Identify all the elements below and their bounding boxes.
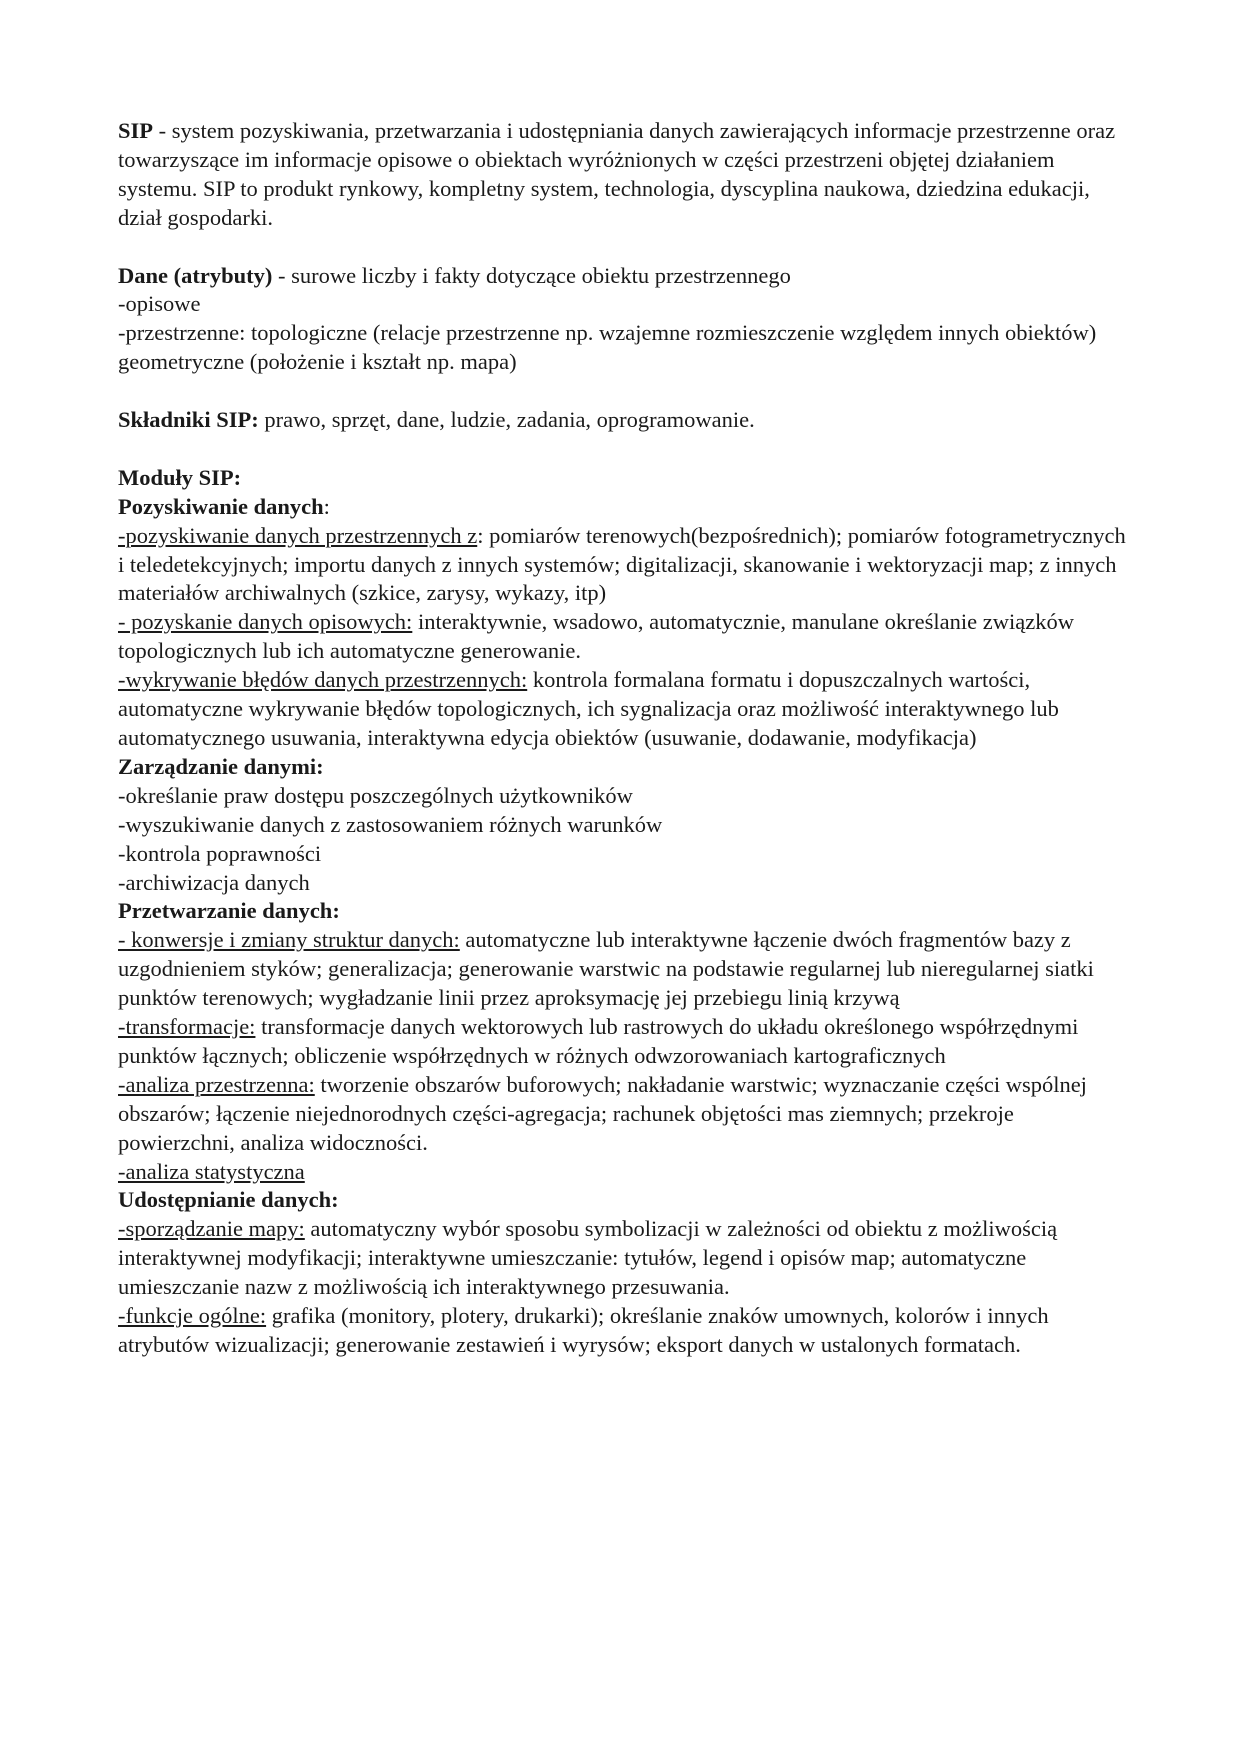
- przetwarzanie-item-1: [118, 926, 1128, 1013]
- skladniki-definition: [118, 406, 1128, 435]
- przetwarzanie-item-3-text: tworzenie obszarów buforowych; nakładanie warstwic; wyznaczanie części wspólnej obszarów; łączenie niejednorodnych części-agregacja; rachunek objętości mas ziemnych; przekroje powierzchni, analiza widoczności.: [118, 1071, 1087, 1155]
- spacer: [118, 435, 1128, 464]
- przetwarzanie-item-4-label: -analiza statystyczna: [118, 1158, 305, 1184]
- przetwarzanie-item-2: [118, 1013, 1128, 1071]
- przetwarzanie-heading: Przetwarzanie danych:: [118, 898, 340, 924]
- document-page: [118, 117, 1128, 1360]
- przetwarzanie-item-4: [118, 1158, 1128, 1187]
- zarzadzanie-item: -kontrola poprawności: [118, 840, 322, 866]
- pozyskiwanie-heading: [118, 493, 1128, 522]
- przetwarzanie-item-3-label: -analiza przestrzenna:: [118, 1071, 315, 1097]
- zarzadzanie-item: -wyszukiwanie danych z zastosowaniem różnych warunków: [118, 811, 663, 837]
- sip-definition: [118, 117, 1128, 233]
- dane-opisowe: -opisowe: [118, 291, 201, 317]
- skladniki-term: Składniki SIP:: [118, 407, 259, 433]
- pozyskiwanie-item-2-label: - pozyskanie danych opisowych:: [118, 609, 413, 635]
- sip-definition-text: - system pozyskiwania, przetwarzania i udostępniania danych zawierających informacje przestrzenne oraz towarzyszące im informacje opisowe o obiektach wyróżnionych w części przestrzeni objętej działaniem systemu. SIP to produkt rynkowy, kompletny system, technologia, dyscyplina naukowa, dziedzina edukacji, dział gospodarki.: [118, 118, 1116, 230]
- zarzadzanie-item: -określanie praw dostępu poszczególnych użytkowników: [118, 782, 633, 808]
- pozyskiwanie-item-3-label: -wykrywanie błędów danych przestrzennych:: [118, 667, 528, 693]
- pozyskiwanie-item-3: [118, 666, 1128, 753]
- pozyskiwanie-item-1-label: -pozyskiwanie danych przestrzennych z: [118, 522, 478, 548]
- udostepnianie-heading: Udostępnianie danych:: [118, 1187, 339, 1213]
- sip-term: SIP: [118, 118, 154, 143]
- pozyskiwanie-heading-text: Pozyskiwanie danych: [118, 493, 324, 519]
- przetwarzanie-item-2-label: -transformacje:: [118, 1014, 256, 1040]
- przetwarzanie-item-2-text: transformacje danych wektorowych lub rastrowych do układu określonego współrzędnymi punktów łącznych; obliczenie współrzędnych w różnych odwzorowaniach kartograficznych: [118, 1014, 1079, 1068]
- udostepnianie-item-2-text: grafika (monitory, plotery, drukarki); określanie znaków umownych, kolorów i innych atrybutów wizualizacji; generowanie zestawień i wyrysów; eksport danych w ustalonych formatach.: [118, 1303, 1049, 1358]
- spacer: [118, 233, 1128, 262]
- pozyskiwanie-item-3-text: kontrola formalana formatu i dopuszczalnych wartości, automatyczne wykrywanie błędów topologicznych, ich sygnalizacja oraz możliwość interaktywnego lub automatycznego usuwania, interaktywna edycja obiektów (usuwanie, dodawanie, modyfikacja): [118, 667, 1059, 750]
- udostepnianie-item-1-label: -sporządzanie mapy:: [118, 1216, 305, 1242]
- skladniki-text: prawo, sprzęt, dane, ludzie, zadania, oprogramowanie.: [258, 407, 755, 433]
- moduly-title: Moduły SIP:: [118, 464, 242, 490]
- pozyskiwanie-item-1: [118, 522, 1128, 609]
- zarzadzanie-heading: Zarządzanie danymi:: [118, 753, 324, 779]
- pozyskiwanie-item-1-text: : pomiarów terenowych(bezpośrednich); pomiarów fotogrametrycznych i teledetekcyjnych; importu danych z innych systemów; digitalizacji, skanowanie i wektoryzacji map; z innych materiałów archiwalnych (szkice, zarysy, wykazy, itp): [118, 522, 1126, 606]
- pozyskiwanie-item-2-text: interaktywnie, wsadowo, automatycznie, manulane określanie związków topologicznych lub ich automatyczne generowanie.: [118, 609, 1074, 664]
- udostepnianie-item-2: [118, 1302, 1128, 1360]
- udostepnianie-item-2-label: -funkcje ogólne:: [118, 1303, 267, 1329]
- dane-przestrzenne: -przestrzenne: topologiczne (relacje przestrzenne np. wzajemne rozmieszczenie względem innych obiektów) geometryczne (położenie i kształt np. mapa): [118, 320, 1097, 375]
- zarzadzanie-item: -archiwizacja danych: [118, 869, 310, 895]
- pozyskiwanie-heading-suffix: :: [323, 493, 330, 519]
- dane-term: Dane (atrybuty): [118, 262, 273, 288]
- udostepnianie-item-1: [118, 1215, 1128, 1302]
- dane-definition: [118, 262, 1128, 291]
- przetwarzanie-item-3: [118, 1071, 1128, 1158]
- przetwarzanie-item-1-label: - konwersje i zmiany struktur danych:: [118, 927, 460, 953]
- przetwarzanie-item-1-text: automatyczne lub interaktywne łączenie dwóch fragmentów bazy z uzgodnieniem styków; generalizacja; generowanie warstwic na podstawie regularnej lub nieregularnej siatki punktów terenowych; wygładzanie linii przez aproksymację jej przebiegu linią krzywą: [118, 927, 1094, 1011]
- spacer: [118, 377, 1128, 406]
- pozyskiwanie-item-2: [118, 608, 1128, 666]
- udostepnianie-item-1-text: automatyczny wybór sposobu symbolizacji w zależności od obiektu z możliwością interaktywnej modyfikacji; interaktywne umieszczanie: tytułów, legend i opisów map; automatyczne umieszczanie nazw z możliwością ich interaktywnego przesuwania.: [118, 1216, 1058, 1300]
- dane-definition-text: - surowe liczby i fakty dotyczące obiektu przestrzennego: [272, 262, 791, 288]
